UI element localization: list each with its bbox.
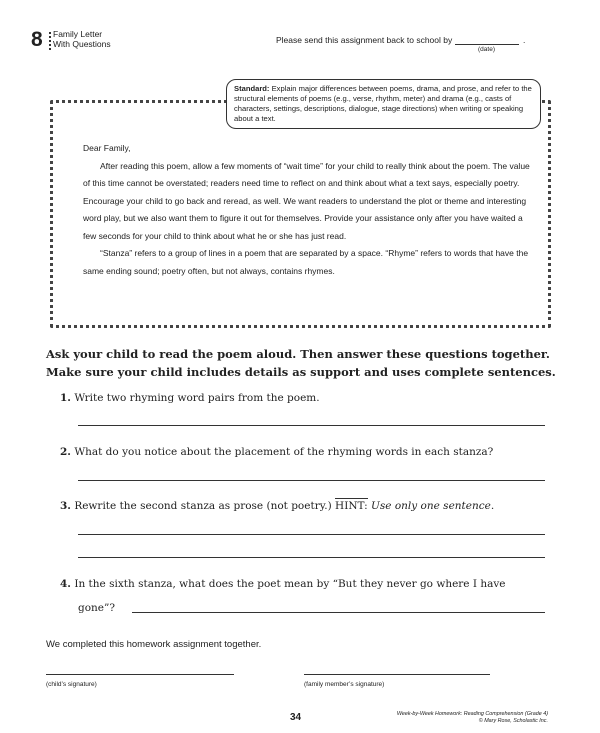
question-3 (60, 500, 494, 512)
question-4-text: In the sixth stanza, what does the poet mean by “But they never go where I have (74, 578, 506, 590)
letter-paragraph-1: After reading this poem, allow a few moments of “wait time” for your child to really think about the poem. The value of this time cannot be overstated; readers need time to reflect on and think about what a text says, especially poetry. Encourage your child to go back and reread, as well. We want readers to understand the plot or theme and interesting word play, but we also want them to figure it out for themselves. Provide your assistance only after you have waited a few seconds for your child to think about what he or she has just read. (83, 160, 530, 241)
return-instructions: Please send this assignment back to school by (276, 35, 453, 45)
question-4-number: 4. (60, 578, 71, 590)
lesson-title-line1: Family Letter (53, 29, 103, 39)
standard-label: Standard: (234, 84, 270, 93)
question-4-continued: gone”? (78, 602, 116, 614)
question-2-text: What do you notice about the placement of the rhyming words in each stanza? (74, 446, 494, 458)
answer-line-1[interactable] (78, 425, 545, 426)
family-letter (83, 140, 533, 280)
letter-greeting: Dear Family, (83, 143, 131, 153)
return-instructions-end: . (523, 35, 526, 45)
question-1-text: Write two rhyming word pairs from the poem. (74, 392, 320, 404)
child-signature-line[interactable] (46, 674, 234, 675)
header-divider (49, 32, 51, 50)
standard-box (226, 79, 541, 129)
hint-label: HINT: (335, 500, 368, 512)
lesson-number: 8 (31, 28, 43, 51)
question-2-number: 2. (60, 446, 71, 458)
question-3-text: Rewrite the second stanza as prose (not poetry.) (74, 500, 332, 512)
date-label: (date) (478, 46, 495, 53)
page-number: 34 (290, 712, 302, 723)
question-1 (60, 392, 320, 404)
question-2 (60, 446, 493, 458)
credit-line-1: Week-by-Week Homework: Reading Comprehension (Grade 4) (396, 711, 548, 717)
question-3-number: 3. (60, 500, 71, 512)
question-1-number: 1. (60, 392, 71, 404)
family-signature-label: (family member’s signature) (304, 681, 385, 688)
family-signature-line[interactable] (304, 674, 490, 675)
standard-text: Explain major differences between poems, drama, and prose, and refer to the structural elements of poems (e.g., verse, rhythm, meter) and drama (e.g., casts of characters, settings, descriptions, dialogue, stage directions) when writing or speaking about a text. (234, 84, 532, 123)
credit (363, 711, 548, 725)
hint-text: Use only one sentence. (371, 500, 495, 512)
child-signature-label: (child’s signature) (46, 681, 97, 688)
date-blank[interactable] (455, 44, 519, 45)
lesson-title-line2: With Questions (53, 39, 111, 49)
answer-line-3a[interactable] (78, 534, 545, 535)
credit-line-2: © Mary Rose, Scholastic Inc. (478, 718, 548, 724)
question-4 (60, 578, 506, 590)
answer-line-2[interactable] (78, 480, 545, 481)
answer-line-4[interactable] (132, 612, 545, 613)
instructions: Ask your child to read the poem aloud. Then answer these questions together. Make sure your child includes details as support and uses complete sentences. (46, 347, 556, 379)
letter-paragraph-2: “Stanza” refers to a group of lines in a poem that are separated by a space. “Rhyme” refers to words that have the same ending sound; poetry often, but not always, contains rhymes. (83, 248, 529, 276)
answer-line-3b[interactable] (78, 557, 545, 558)
completed-statement: We completed this homework assignment together. (46, 639, 262, 650)
lesson-title (53, 29, 111, 49)
